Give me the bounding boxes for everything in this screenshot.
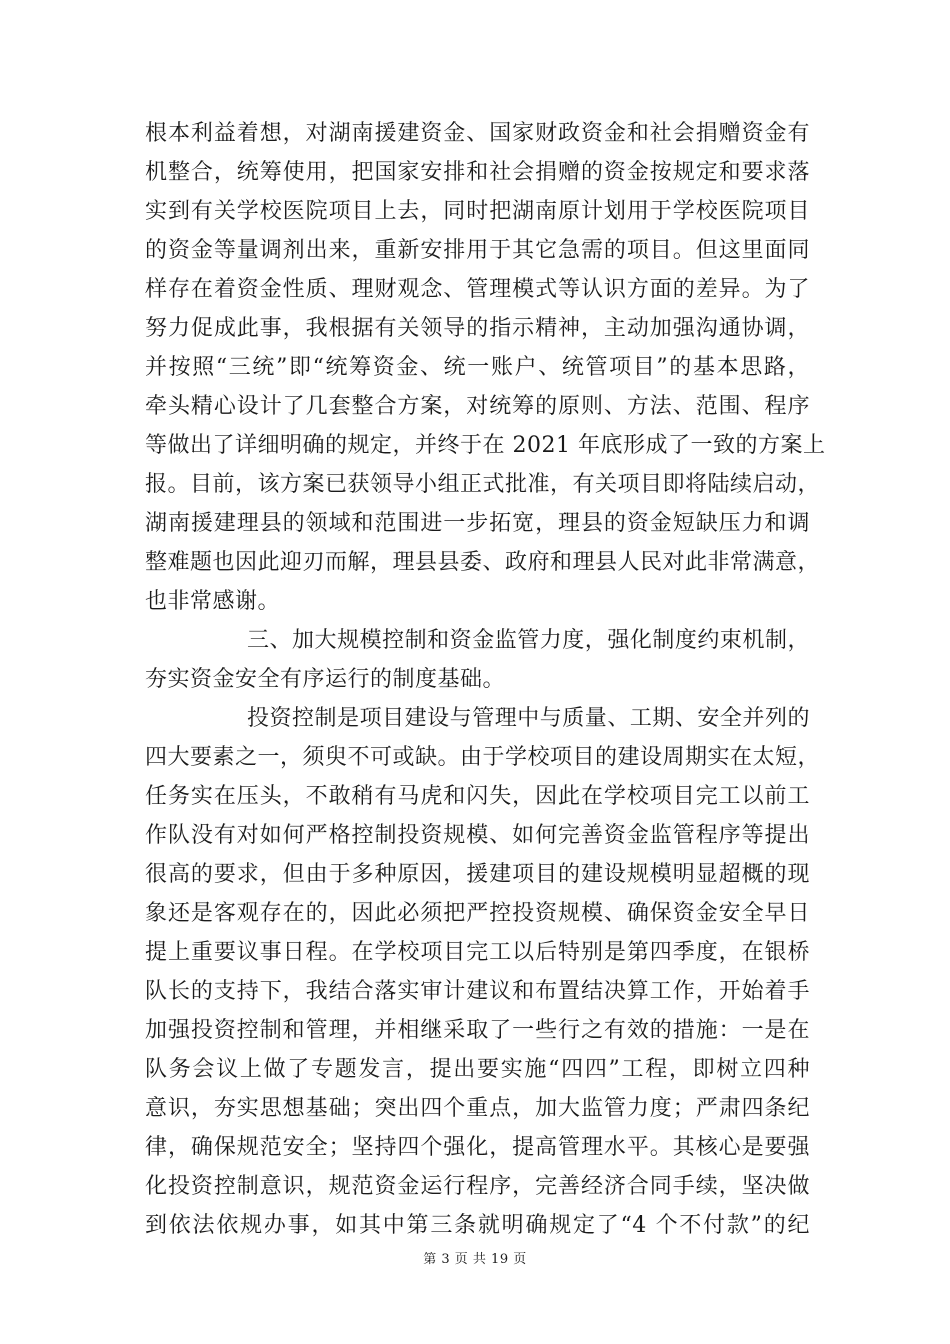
text-line: 律，确保规范安全；坚持四个强化，提高管理水平。其核心是要强 (145, 1135, 810, 1160)
text-line: 队长的支持下，我结合落实审计建议和布置结决算工作，开始着手 (145, 979, 810, 1004)
text-line: 牵头精心设计了几套整合方案，对统筹的原则、方法、范围、程序 (145, 394, 810, 419)
text-line: 的资金等量调剂出来，重新安排用于其它急需的项目。但这里面同 (145, 238, 810, 263)
page-number: 第 3 页 共 19 页 (423, 1252, 527, 1267)
text-line: 队务会议上做了专题发言，提出要实施“四四”工程，即树立四种 (145, 1057, 810, 1082)
text-line: 并按照“三统”即“统筹资金、统一账户、统管项目”的基本思路， (145, 355, 810, 380)
text-line: 加强投资控制和管理，并相继采取了一些行之有效的措施：一是在 (145, 1018, 810, 1043)
text-line: 化投资控制意识，规范资金运行程序，完善经济合同手续，坚决做 (145, 1174, 810, 1199)
text-line: 投资控制是项目建设与管理中与质量、工期、安全并列的 (247, 706, 810, 731)
text-line: 也非常感谢。 (145, 589, 281, 614)
text-line: 整难题也因此迎刃而解，理县县委、政府和理县人民对此非常满意， (145, 550, 821, 575)
text-line: 任务实在压头，不敢稍有马虎和闪失，因此在学校项目完工以前工 (145, 784, 810, 809)
text-line: 根本利益着想，对湖南援建资金、国家财政资金和社会捐赠资金有 (145, 121, 810, 146)
text-line: 四大要素之一，须臾不可或缺。由于学校项目的建设周期实在太短， (145, 745, 821, 770)
text-line: 很高的要求，但由于多种原因，援建项目的建设规模明显超概的现 (145, 862, 810, 887)
text-line: 实到有关学校医院项目上去，同时把湖南原计划用于学校医院项目 (145, 199, 810, 224)
text-line: 作队没有对如何严格控制投资规模、如何完善资金监管程序等提出 (145, 823, 810, 848)
text-line: 努力促成此事，我根据有关领导的指示精神，主动加强沟通协调， (145, 316, 810, 341)
text-line: 到依法依规办事，如其中第三条就明确规定了“4 个不付款”的纪 (145, 1213, 810, 1238)
text-line: 意识，夯实思想基础；突出四个重点，加大监管力度；严肃四条纪 (145, 1096, 810, 1121)
text-line: 湖南援建理县的领域和范围进一步拓宽，理县的资金短缺压力和调 (145, 511, 810, 536)
text-line: 机整合，统筹使用，把国家安排和社会捐赠的资金按规定和要求落 (145, 160, 810, 185)
text-line: 象还是客观存在的，因此必须把严控投资规模、确保资金安全早日 (145, 901, 810, 926)
text-line: 提上重要议事日程。在学校项目完工以后特别是第四季度，在银桥 (145, 940, 810, 965)
section-heading: 三、加大规模控制和资金监管力度，强化制度约束机制， (247, 628, 810, 653)
text-line: 样存在着资金性质、理财观念、管理模式等认识方面的差异。为了 (145, 277, 810, 302)
text-line: 报。目前，该方案已获领导小组正式批准，有关项目即将陆续启动， (145, 472, 821, 497)
text-line: 等做出了详细明确的规定，并终于在 2021 年底形成了一致的方案上 (145, 433, 826, 458)
section-heading: 夯实资金安全有序运行的制度基础。 (145, 667, 506, 692)
